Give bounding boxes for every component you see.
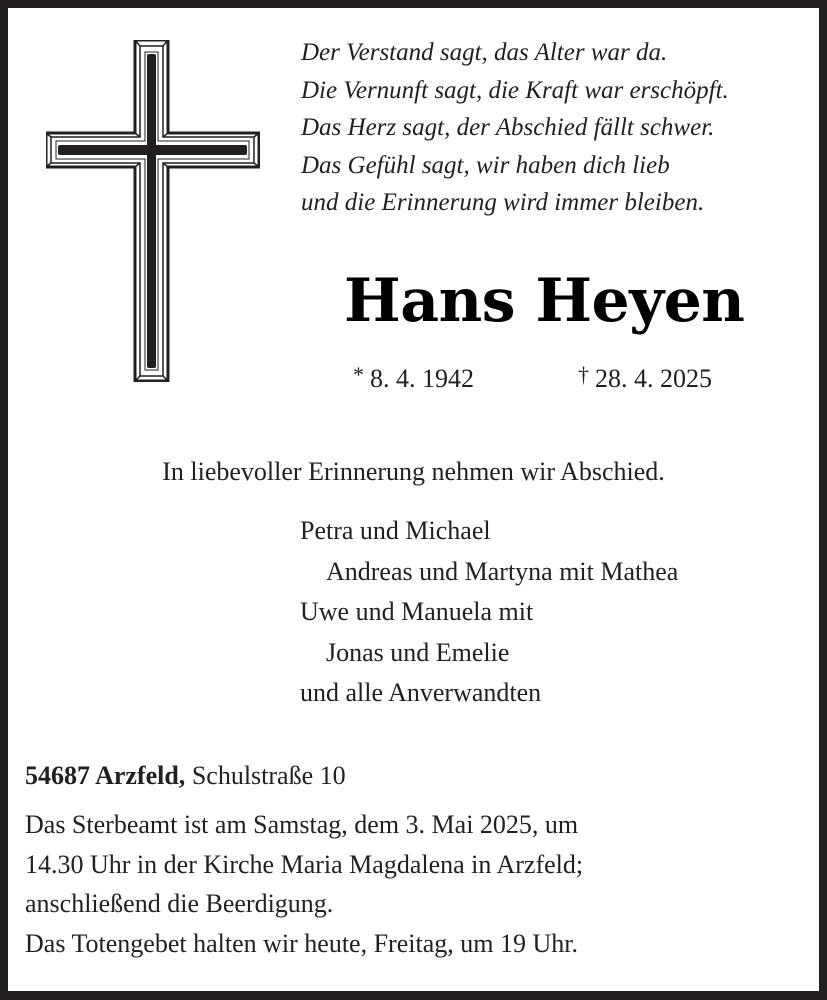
obituary-card <box>8 8 819 991</box>
deceased-name: Hans Heyen <box>344 266 745 336</box>
address <box>25 759 346 793</box>
birth-date-value: 8. 4. 1942 <box>370 364 474 393</box>
cross-icon <box>46 40 260 382</box>
birth-date <box>353 364 474 395</box>
mourner-line: Uwe und Manuela mit <box>300 597 534 626</box>
service-line: anschließend die Beerdigung. <box>25 889 334 918</box>
birth-star-icon: * <box>353 362 364 387</box>
poem-line: Das Gefühl sagt, wir haben dich lieb <box>301 151 670 179</box>
service-line: Das Totengebet halten wir heute, Freitag, um 19 Uhr. <box>25 928 578 958</box>
poem-line: und die Erinnerung wird immer bleiben. <box>301 189 705 216</box>
farewell-text: In liebevoller Erinnerung nehmen wir Abschied. <box>162 457 665 486</box>
address-city: 54687 Arzfeld, <box>25 761 186 790</box>
mourner-line: und alle Anverwandten <box>300 678 542 707</box>
service-info <box>25 805 583 963</box>
mourner-line: Andreas und Martyna mit Mathea <box>326 556 679 586</box>
service-line: 14.30 Uhr in der Kirche Maria Magdalena in Arzfeld; <box>25 849 584 879</box>
mourner-line: Petra und Michael <box>300 516 491 545</box>
address-street: Schulstraße 10 <box>191 761 346 790</box>
death-date <box>578 364 712 395</box>
poem-line: Das Herz sagt, der Abschied fällt schwer. <box>301 114 715 141</box>
mourner-line: Jonas und Emelie <box>326 637 510 667</box>
death-dagger-icon: † <box>578 362 589 387</box>
poem-line: Die Vernunft sagt, die Kraft war erschöpft. <box>301 76 729 104</box>
service-line: Das Sterbeamt ist am Samstag, dem 3. Mai 2025, um <box>25 810 579 839</box>
poem-line: Der Verstand sagt, das Alter war da. <box>301 39 668 66</box>
memorial-poem <box>301 34 729 222</box>
mourners-list <box>300 511 678 714</box>
death-date-value: 28. 4. 2025 <box>595 364 712 393</box>
